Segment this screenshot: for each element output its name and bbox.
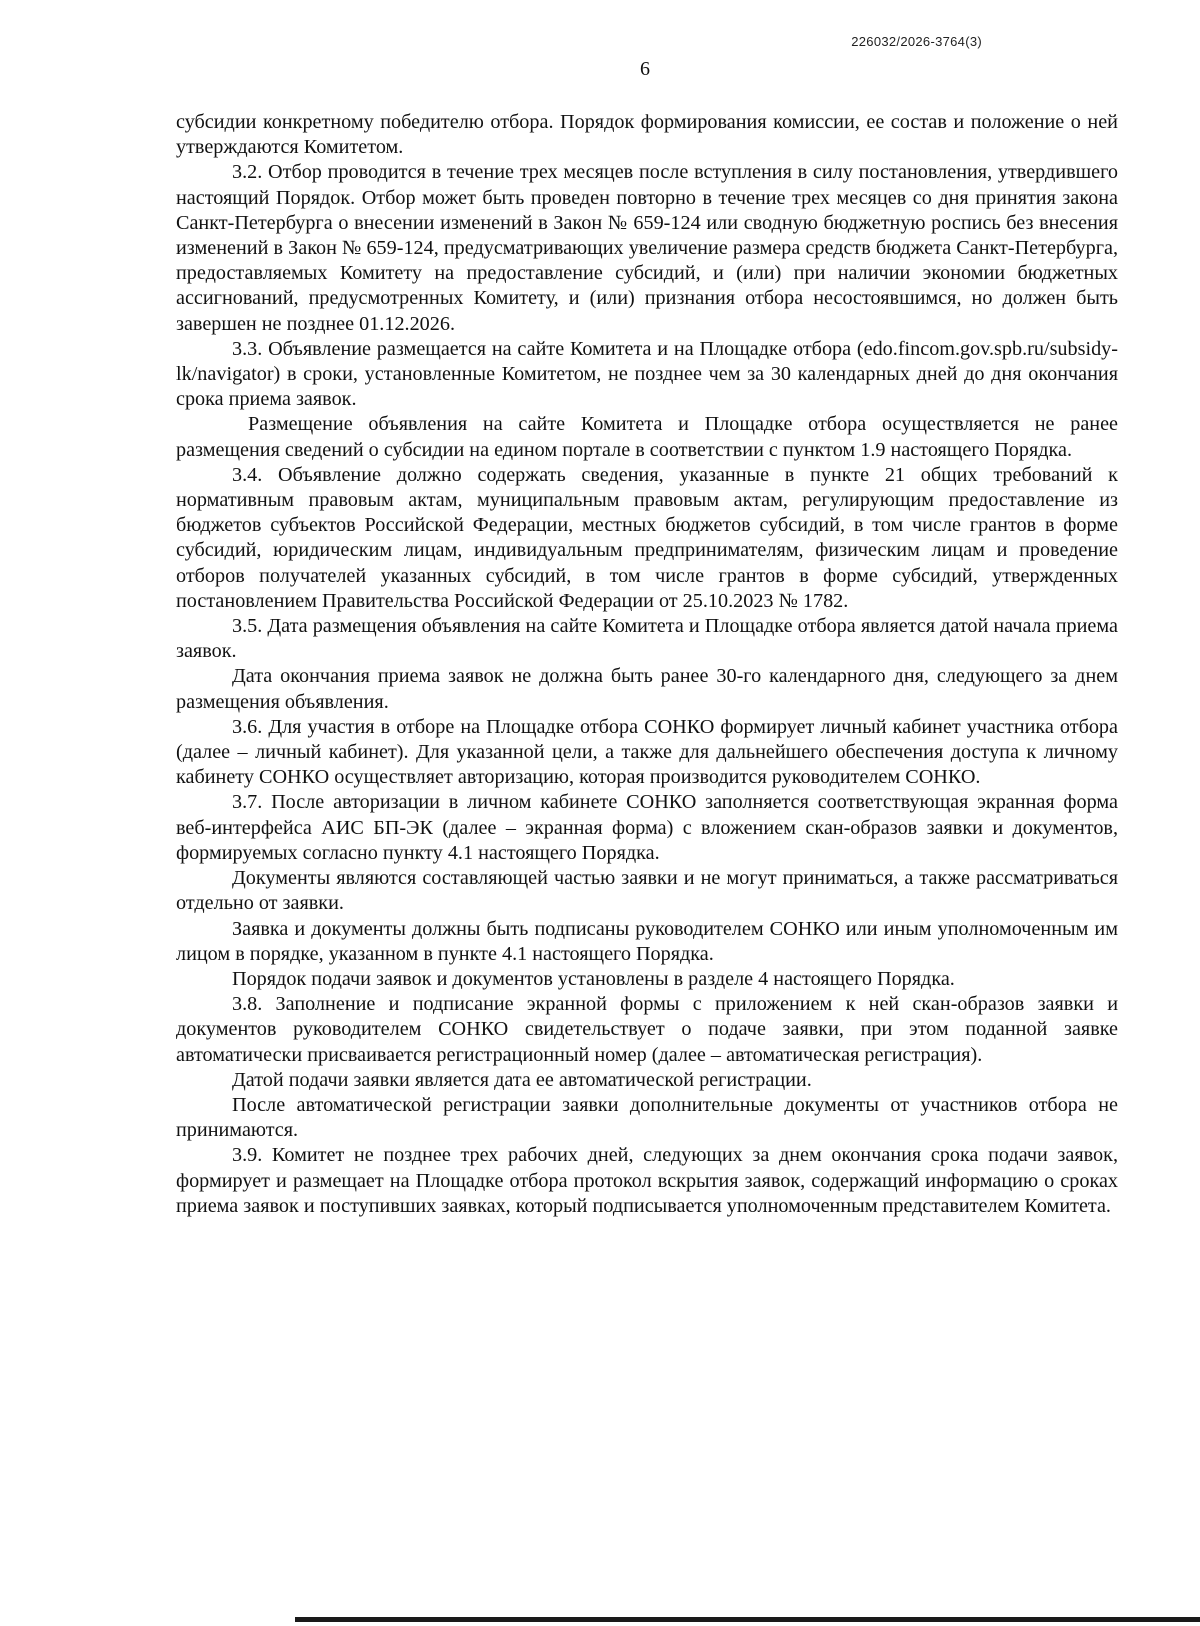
paragraph-3-3-placement: Размещение объявления на сайте Комитета и Площадке отбора осуществляется не ранее размещения сведений о субсидии на едином портале в соответствии с пунктом 1.9 настоящего Порядка. xyxy=(176,413,1118,461)
paragraph-3-7-signature: Заявка и документы должны быть подписаны руководителем СОНКО или иным уполномоченным им лицом в порядке, указанном в пункте 4.1 настоящего Порядка. xyxy=(176,917,1118,965)
paragraph-3-2: 3.2. Отбор проводится в течение трех месяцев после вступления в силу постановления, утвердившего настоящий Порядок. Отбор может быть проведен повторно в течение трех месяцев со дня принятия закона Санкт-Петербурга о внесении изменений в Закон № 659-124 или сводную бюджетную роспись без внесения изменений в Закон № 659-124, предусматривающих увеличение размера средств бюджета Санкт-Петербурга, предоставляемых Комитету на предоставление субсидий, и (или) при наличии экономии бюджетных ассигнований, предусмотренных Комитету, и (или) признания отбора несостоявшимся, но должен быть завершен не позднее 01.12.2026. xyxy=(176,161,1118,335)
document-registration-code: 226032/2026-3764(3) xyxy=(851,34,982,49)
paragraph-3-7: 3.7. После авторизации в личном кабинете СОНКО заполняется соответствующая экранная форма веб-интерфейса АИС БП-ЭК (далее – экранная форма) с вложением скан-образов заявки и документов, формируемых согласно пункту 4.1 настоящего Порядка. xyxy=(176,791,1118,864)
paragraph-3-7-documents: Документы являются составляющей частью заявки и не могут приниматься, а также рассматриваться отдельно от заявки. xyxy=(176,867,1118,915)
paragraph-3-5: 3.5. Дата размещения объявления на сайте Комитета и Площадке отбора является датой начала приема заявок. xyxy=(176,615,1118,663)
page-number: 6 xyxy=(640,58,650,80)
paragraph-3-8: 3.8. Заполнение и подписание экранной формы с приложением к ней скан-образов заявки и документов руководителем СОНКО свидетельствует о подаче заявки, при этом поданной заявке автоматически присваивается регистрационный номер (далее – автоматическая регистрация). xyxy=(176,993,1118,1066)
document-body xyxy=(176,110,1118,1219)
paragraph-3-8-date: Датой подачи заявки является дата ее автоматической регистрации. xyxy=(232,1068,812,1091)
paragraph-3-3: 3.3. Объявление размещается на сайте Комитета и на Площадке отбора (edo.fincom.gov.spb.ru/subsidy-lk/navigator) в сроки, установленные Комитетом, не позднее чем за 30 календарных дней до дня окончания срока приема заявок. xyxy=(176,337,1118,411)
paragraph-commission-continuation: субсидии конкретному победителю отбора. Порядок формирования комиссии, ее состав и положение о ней утверждаются Комитетом. xyxy=(176,111,1118,159)
paragraph-3-4: 3.4. Объявление должно содержать сведения, указанные в пункте 21 общих требований к нормативным правовым актам, муниципальным правовым актам, регулирующим предоставление из бюджетов субъектов Российской Федерации, местных бюджетов субсидий, в том числе грантов в форме субсидий, юридическим лицам, индивидуальным предпринимателям, физическим лицам и проведение отборов получателей указанных субсидий, в том числе грантов в форме субсидий, утвержденных постановлением Правительства Российской Федерации от 25.10.2023 № 1782. xyxy=(176,463,1118,612)
paragraph-3-5-deadline: Дата окончания приема заявок не должна быть ранее 30-го календарного дня, следующего за днем размещения объявления. xyxy=(176,665,1118,713)
paragraph-3-9: 3.9. Комитет не позднее трех рабочих дней, следующих за днем окончания срока подачи заявок, формирует и размещает на Площадке отбора протокол вскрытия заявок, содержащий информацию о сроках приема заявок и поступивших заявках, который подписывается уполномоченным представителем Комитета. xyxy=(176,1144,1118,1217)
paragraph-3-8-no-additional: После автоматической регистрации заявки дополнительные документы от участников отбора не принимаются. xyxy=(176,1093,1118,1142)
paragraph-3-7-procedure: Порядок подачи заявок и документов установлены в разделе 4 настоящего Порядка. xyxy=(232,967,955,990)
paragraph-3-6: 3.6. Для участия в отборе на Площадке отбора СОНКО формирует личный кабинет участника отбора (далее – личный кабинет). Для указанной цели, а также для дальнейшего обеспечения доступа к личному кабинету СОНКО осуществляет авторизацию, которая производится руководителем СОНКО. xyxy=(176,715,1118,789)
scan-bottom-edge-line xyxy=(295,1617,1200,1622)
